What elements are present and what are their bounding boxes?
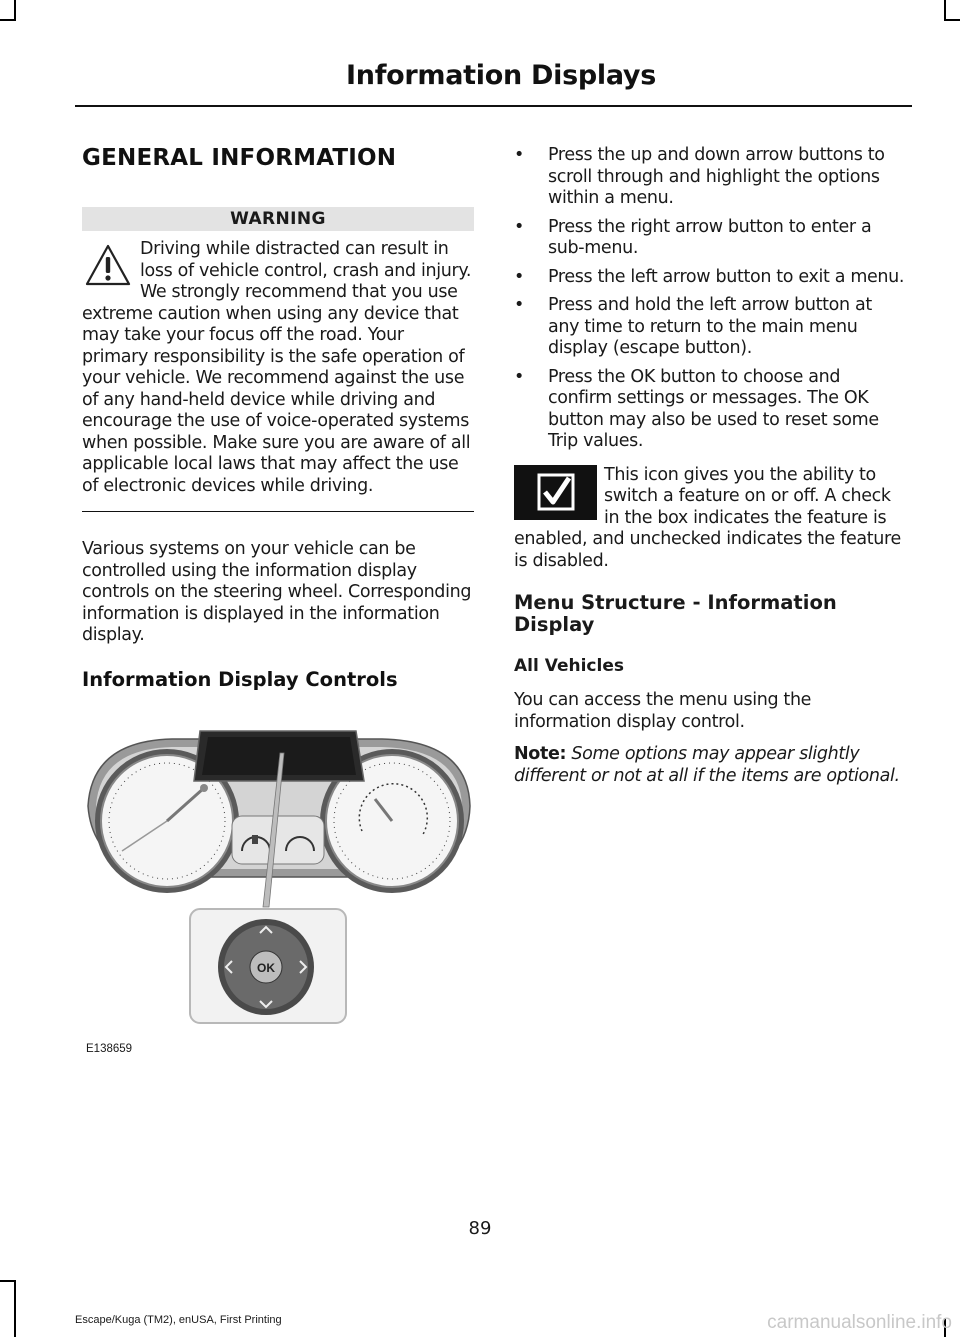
figure-code: E138659	[86, 1042, 133, 1055]
crop-mark	[14, 1280, 16, 1337]
edition-line: Escape/Kuga (TM2), enUSA, First Printing	[75, 1314, 282, 1326]
instrument-cluster-figure	[82, 711, 474, 1055]
right-column	[514, 145, 907, 787]
warning-text: Driving while distracted can result in loss of vehicle control, crash and injury. We strongly recommend that you use extreme caution when using any device that may take your focus off the road. Your primary responsibility is the safe operation of your vehicle. We recommend against the use of any hand-held device while driving and encourage the use of voice-operated systems when possible. Make sure you are aware of all applicable local laws that may affect the use of electronic devices while driving.	[82, 239, 472, 496]
list-item: • Press the right arrow button to enter a sub-menu.	[514, 217, 907, 260]
check-icon-text: This icon gives you the ability to switch a feature on or off. A check in the box indicates the feature is enabled, and unchecked indicates the feature is disabled.	[514, 464, 901, 571]
list-item: • Press and hold the left arrow button at any time to return to the main menu display (escape button).	[514, 295, 907, 360]
left-column	[82, 145, 474, 1055]
note-label: Note:	[514, 744, 567, 764]
menu-structure-heading: Menu Structure - Information Display	[514, 591, 837, 636]
controls-heading: Information Display Controls	[82, 667, 398, 691]
intro-paragraph: Various systems on your vehicle can be controlled using the information display controls on the steering wheel. Corresponding information is displayed in the information display.	[82, 539, 472, 645]
access-paragraph: You can access the menu using the information display control.	[514, 690, 812, 732]
site-watermark: carmanualsonline.info	[767, 1312, 952, 1333]
list-item: • Press the OK button to choose and confirm settings or messages. The OK button may also be used to reset some Trip values.	[514, 367, 907, 453]
list-item: • Press the up and down arrow buttons to scroll through and highlight the options within a menu.	[514, 145, 907, 210]
note-paragraph	[514, 744, 907, 787]
instrument-cluster-illustration	[82, 711, 474, 1051]
page-number: 89	[468, 1218, 492, 1239]
crop-mark	[944, 19, 960, 21]
all-vehicles-heading: All Vehicles	[514, 656, 624, 676]
crop-mark	[0, 19, 16, 21]
crop-mark	[944, 0, 946, 20]
warning-rule	[82, 511, 474, 512]
header-rule	[75, 105, 912, 107]
section-title: GENERAL INFORMATION	[82, 145, 397, 171]
checkbox-icon	[514, 465, 597, 520]
warning-label: WARNING	[82, 207, 474, 231]
crop-mark	[0, 1280, 16, 1282]
crop-mark	[14, 0, 16, 20]
note-text: Some options may appear slightly different or not at all if the items are optional.	[514, 744, 900, 786]
page-header-title: Information Displays	[346, 60, 656, 91]
list-item: • Press the left arrow button to exit a menu.	[514, 267, 907, 289]
controls-bullet-list	[514, 145, 907, 453]
check-icon-block	[514, 465, 907, 573]
warning-triangle-icon	[84, 243, 132, 287]
warning-block	[82, 239, 474, 497]
ok-button-label: OK	[257, 960, 275, 975]
